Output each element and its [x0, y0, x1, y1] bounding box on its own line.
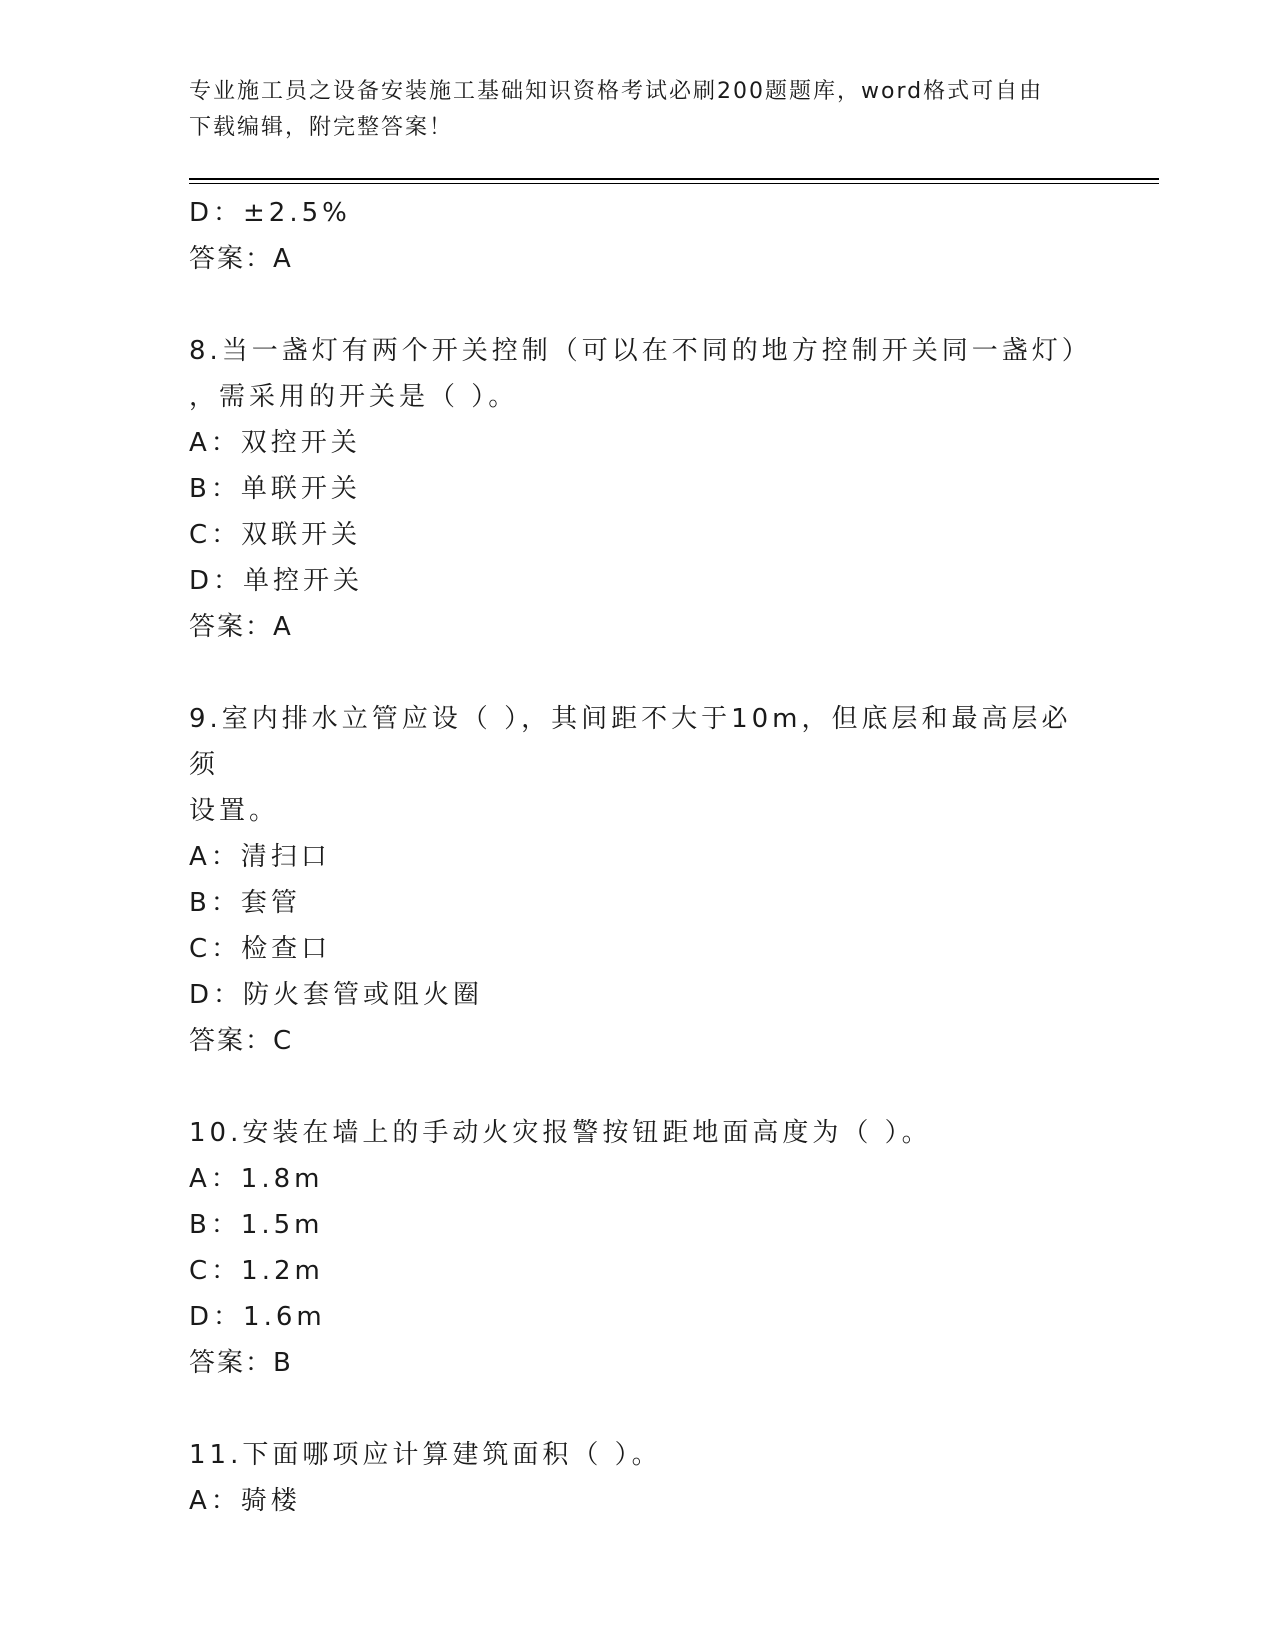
header-title-line2: 下载编辑，附完整答案！: [189, 115, 454, 140]
spacer: [189, 282, 1089, 328]
answer: 答案：C: [189, 1026, 294, 1056]
question-text: 8.当一盏灯有两个开关控制（可以在不同的地方控制开关同一盏灯）: [189, 336, 1092, 366]
option-b: B：套管: [189, 888, 301, 918]
question-list: [189, 190, 1092, 1524]
prev-option-d: D：±2.5%: [189, 198, 351, 228]
document-header: [189, 74, 1089, 146]
question-text: 9.室内排水立管应设（ ），其间距不大于10m，但底层和最高层必须: [189, 704, 1072, 780]
option-d: D：防火套管或阻火圈: [189, 980, 484, 1010]
header-divider-thin: [189, 183, 1159, 184]
question-text-cont: 设置。: [189, 796, 280, 826]
option-c: C：检查口: [189, 934, 332, 964]
option-a: A：1.8m: [189, 1164, 324, 1194]
option-d: D：1.6m: [189, 1302, 326, 1332]
spacer: [189, 650, 1089, 696]
question-text: 10.安装在墙上的手动火灾报警按钮距地面高度为（ ）。: [189, 1118, 932, 1148]
question-text-cont: ，需采用的开关是（ ）。: [189, 382, 519, 412]
spacer: [189, 1386, 1089, 1432]
question-11: [189, 1432, 1089, 1524]
option-c: C：双联开关: [189, 520, 362, 550]
option-c: C：1.2m: [189, 1256, 324, 1286]
spacer: [189, 1064, 1089, 1110]
option-b: B：1.5m: [189, 1210, 324, 1240]
option-a: A：骑楼: [189, 1486, 301, 1516]
option-b: B：单联开关: [189, 474, 361, 504]
header-title-line1: 专业施工员之设备安装施工基础知识资格考试必刷200题题库，word格式可自由: [189, 79, 1044, 104]
prev-answer: 答案：A: [189, 244, 293, 274]
question-text: 11.下面哪项应计算建筑面积（ ）。: [189, 1440, 662, 1470]
option-d: D：单控开关: [189, 566, 364, 596]
question-8: [189, 328, 1092, 650]
answer: 答案：B: [189, 1348, 293, 1378]
question-10: [189, 1110, 1089, 1386]
answer: 答案：A: [189, 612, 293, 642]
header-divider-thick: [189, 178, 1159, 180]
option-a: A：清扫口: [189, 842, 331, 872]
question-9: [189, 696, 1089, 1064]
option-a: A：双控开关: [189, 428, 361, 458]
